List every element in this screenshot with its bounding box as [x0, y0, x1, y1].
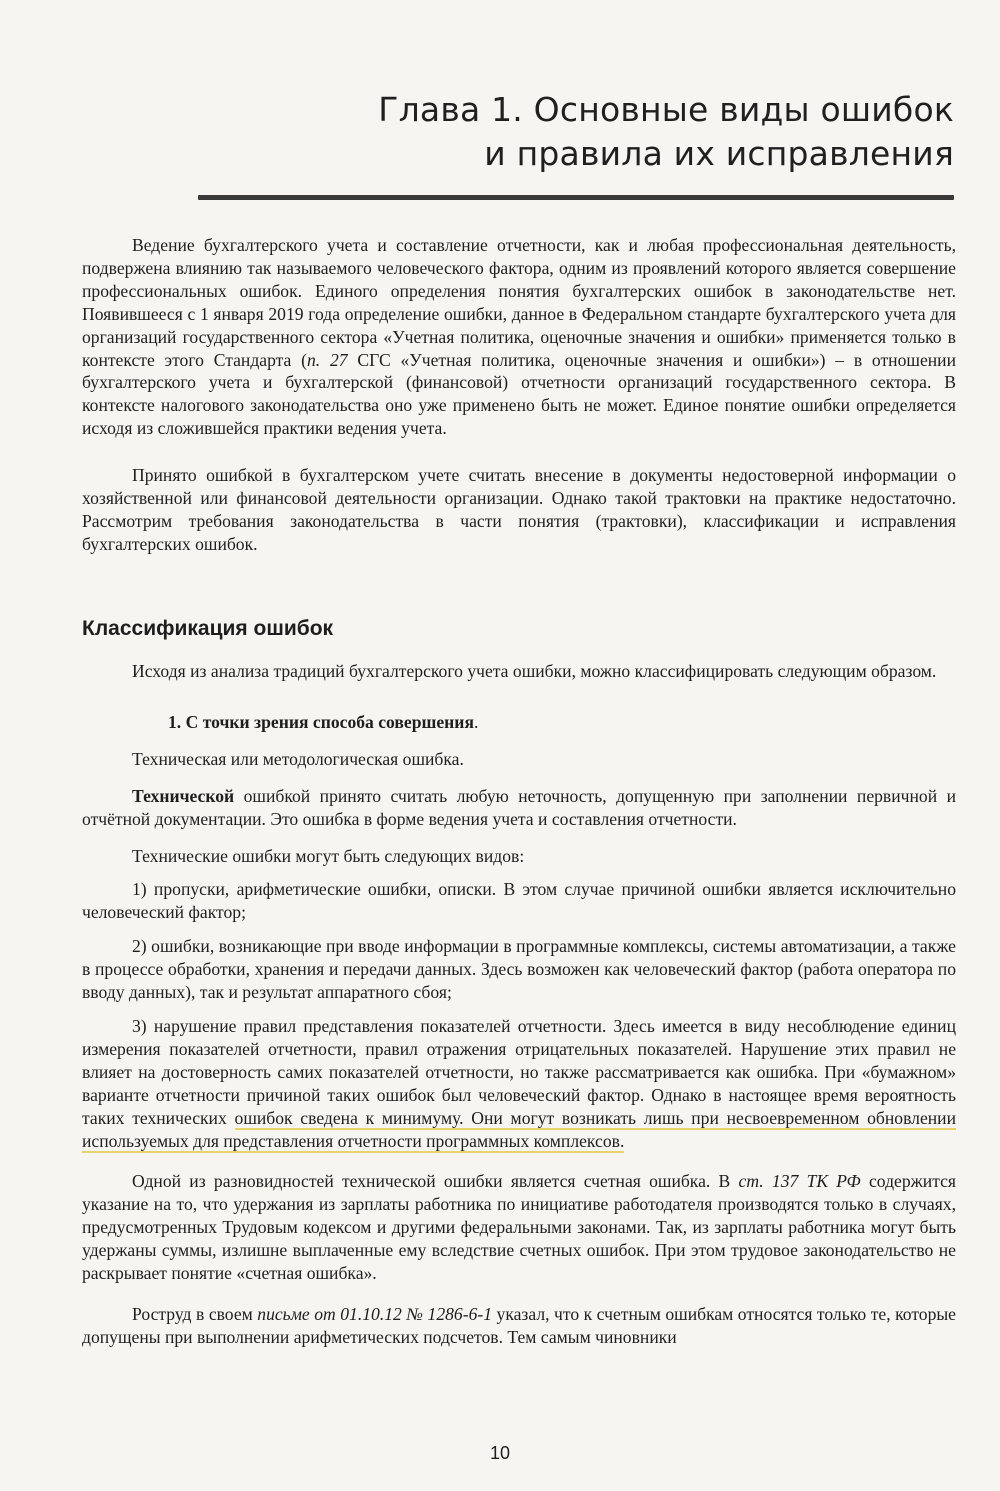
chapter-title [194, 88, 954, 176]
intro-paragraph-1: Ведение бухгалтерского учета и составление отчетности, как и любая профессиональная деятельность, подвержена влиянию так называемого человеческого фактора, одним из проявлений которого является совершение профессиональных ошибок. Единого определения понятия бухгалтерских ошибок в законодательстве нет. Появившееся с 1 января 2019 года определение ошибки, данное в Федеральном стандарте бухгалтерского учета для организаций государственного сектора «Учетная политика, оценочные значения и ошибки» применяется только в контексте этого Стандарта (п. 27 СГС «Учетная политика, оценочные значения и ошибки») – в отношении бухгалтерского учета и бухгалтерской (финансовой) отчетности организаций государственного сектора. В контексте налогового законодательства оно уже применено быть не может. Единое понятие ошибки определяется исходя из сложившейся практики ведения учета. [82, 235, 956, 439]
paragraph-technical-kinds: Технические ошибки могут быть следующих видов: [132, 845, 525, 866]
bold-term: Технической [132, 785, 235, 806]
intro-paragraph-2: Принято ошибкой в бухгалтерском учете считать внесение в документы недостоверной информации о хозяйственной или финансовой деятельности организации. Однако такой трактовки на практике недостаточно. Рассмотрим требования законодательства в части понятия (трактовки), классификации и исправления бухгалтерских ошибок. [82, 465, 956, 554]
intro-reference: п. 27 [307, 349, 348, 370]
paragraph-rostrud: Роструд в своем письме от 01.10.12 № 1286-6-1 указал, что к счетным ошибкам относятся только те, которые допущены при выполнении арифметических подсчетов. Тем самым чиновники [82, 1303, 956, 1347]
list-item-2: 2) ошибки, возникающие при вводе информации в программные комплексы, системы автоматизации, а также в процессе обработки, хранения и передачи данных. Здесь возможен как человеческий фактор (работа оператора по вводу данных), так и результат аппаратного сбоя; [82, 936, 956, 1003]
list-heading: 1. С точки зрения способа совершения. [168, 711, 479, 732]
section-heading: Классификация ошибок [82, 617, 334, 640]
intro-section [82, 234, 956, 556]
law-reference: ст. 137 ТК РФ [738, 1171, 861, 1192]
chapter-title-line-1: Глава 1. Основные виды ошибок [378, 90, 954, 129]
paragraph-counting-error: Одной из разновидностей технической ошибки является счетная ошибка. В ст. 137 ТК РФ содержится указание на то, что удержания из зарплаты работника по инициативе работодателя производятся только в случаях, предусмотренных Трудовым кодексом и другими федеральными законами. Так, из зарплаты работника могут быть удержаны суммы, излишне выплаченные ему вследствие счетных ошибок. При этом трудовое законодательство не раскрывает понятие «счетная ошибка». [82, 1171, 957, 1284]
classification-intro: Исходя из анализа традиций бухгалтерского учета ошибки, можно классифицировать следующим образом. [132, 661, 937, 681]
letter-reference: письме от 01.10.12 № 1286-6-1 [257, 1303, 493, 1324]
list-item-3: 3) нарушение правил представления показателей отчетности. Здесь имеется в виду несоблюдение единиц измерения показателей отчетности, правил отражения отрицательных показателей. Нарушение этих правил не влияет на достоверность самих показателей отчетности, но также рассматривается как ошибка. При «бумажном» варианте отчетности причиной таких ошибок был человеческий фактор. Однако в настоящее время вероятность таких технических ошибок сведена к минимуму. Они могут возникать лишь при несвоевременном обновлении используемых для представления отчетности программных комплексов. [82, 1015, 957, 1151]
chapter-title-line-2: и правила их исправления [484, 134, 954, 173]
paragraph-error-types: Техническая или методологическая ошибка. [132, 748, 464, 769]
title-divider [198, 195, 954, 200]
page-number: 10 [489, 1443, 511, 1463]
highlighted-text: ошибок сведена к минимуму. Они могут возникать лишь при несвоевременном обновлении используемых для представления отчетности программных комплексов. [82, 1107, 957, 1151]
paragraph-technical-definition: Технической ошибкой принято считать любую неточность, допущенную при заполнении первичной и отчётной документации. Это ошибка в форме ведения учета и составления отчетности. [82, 785, 956, 829]
classification-section [82, 660, 956, 1349]
list-item-1: 1) пропуски, арифметические ошибки, описки. В этом случае причиной ошибки является исключительно человеческий фактор; [82, 879, 956, 923]
